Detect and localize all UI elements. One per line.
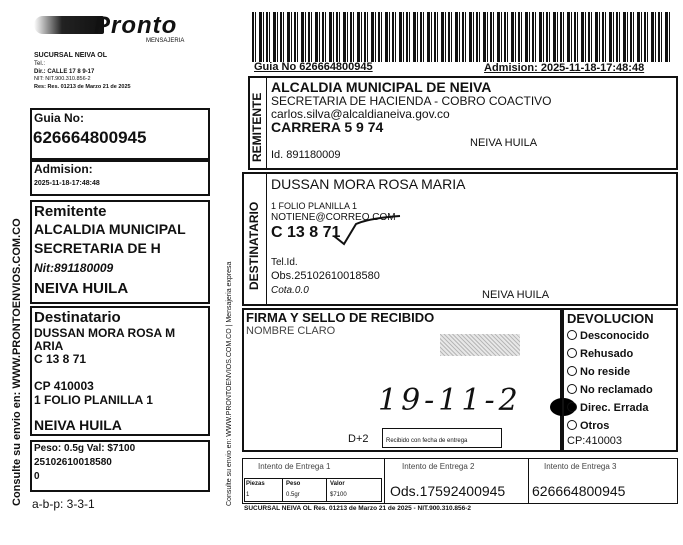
ods-number: Ods.17592400945 — [390, 483, 506, 499]
radio-icon — [567, 366, 577, 376]
right-remitente-line: SECRETARIA DE HACIENDA - COBRO COACTIVO — [271, 94, 552, 108]
right-destinatario-line: 1 FOLIO PLANILLA 1 — [271, 201, 358, 211]
mini-value: 0.5gr — [286, 492, 300, 498]
d2-label: D+2 — [348, 433, 369, 445]
devolucion-option-direc-errada[interactable]: Direc. Errada — [567, 402, 648, 414]
right-destinatario-name: DUSSAN MORA ROSA MARIA — [271, 176, 466, 192]
left-admision-label: Admision: — [34, 162, 93, 176]
pronto-logo — [34, 8, 206, 42]
intento-label-1: Intento de Entrega 1 — [258, 462, 331, 471]
guia-footer-number: 626664800945 — [532, 483, 626, 499]
devolucion-option-otros[interactable]: Otros — [567, 420, 609, 432]
logo-text: Pronto — [94, 12, 178, 39]
mini-header: Valor — [330, 481, 345, 487]
firma-title: FIRMA Y SELLO DE RECIBIDO — [246, 310, 435, 325]
signature-scribble — [440, 334, 520, 356]
left-peso: Peso: 0.5g Val: $7100 — [34, 443, 136, 454]
receipt-strip-text: Recibido con fecha de entrega — [386, 438, 468, 444]
barcode — [252, 12, 672, 62]
left-destinatario-line: DUSSAN MORA ROSA M — [34, 326, 176, 340]
intento-label-2: Intento de Entrega 2 — [402, 462, 475, 471]
devolucion-option-rehusado[interactable]: Rehusado — [567, 348, 633, 360]
devolucion-cp: CP:410003 — [567, 435, 623, 447]
right-remitente-line: ALCALDIA MUNICIPAL DE NEIVA — [271, 79, 492, 95]
right-side-text: Consulte su envio en: WWW.PRONTOENVIOS.COM.CO | Mensajeria expresa — [226, 261, 233, 506]
mini-divider — [282, 478, 283, 502]
right-remitente-id: Id. 891180009 — [271, 149, 341, 161]
mini-header: Peso — [286, 481, 301, 487]
right-tel: Tel.Id. — [271, 257, 298, 268]
mini-divider — [326, 478, 327, 502]
footer-line: SUCURSAL NEIVA OL Res. 01213 de Marzo 21 de 2025 - NIT.900.310.856-2 — [244, 505, 472, 512]
right-obs: Obs.25102610018580 — [271, 270, 380, 282]
right-remitente-email: carlos.silva@alcaldianeiva.gov.co — [271, 107, 450, 121]
left-ref: 25102610018580 — [34, 457, 112, 468]
handwritten-date: 19-11-2 — [378, 383, 522, 418]
right-destinatario-address: C 13 8 71 — [271, 224, 341, 241]
right-remitente-side: REMITENTE — [250, 92, 264, 162]
right-remitente-address: CARRERA 5 9 74 — [271, 119, 384, 135]
left-code: a-b-p: 3-3-1 — [32, 497, 95, 511]
intentos-divider — [384, 458, 385, 504]
radio-icon — [567, 384, 577, 394]
left-destinatario-line: CP 410003 — [34, 379, 94, 393]
left-remitente-nit: Nit:891180009 — [34, 261, 114, 275]
handwritten-check — [330, 214, 410, 248]
branch-line: SUCURSAL NEIVA OL — [34, 52, 107, 59]
left-destinatario-line: C 13 8 71 — [34, 352, 87, 366]
devolucion-option-no-reclamado[interactable]: No reclamado — [567, 384, 653, 396]
logo-subtext: MENSAJERIA — [146, 38, 185, 44]
left-remitente-label: Remitente — [34, 203, 107, 220]
intento-label-3: Intento de Entrega 3 — [544, 462, 617, 471]
left-guia-label: Guia No: — [34, 111, 84, 125]
right-remitente-city: NEIVA HUILA — [470, 137, 538, 149]
left-admision-value: 2025-11-18-17:48:48 — [34, 180, 100, 187]
branch-line: NIT: NIT.900.310.856-2 — [34, 76, 91, 82]
intentos-divider — [528, 458, 529, 504]
left-destinatario-line: 1 FOLIO PLANILLA 1 — [34, 393, 153, 407]
right-destinatario-side: DESTINATARIO — [247, 201, 261, 290]
branch-line: Res: Res. 01213 de Marzo 21 de 2025 — [34, 84, 131, 90]
radio-icon — [567, 348, 577, 358]
left-zero: 0 — [34, 471, 40, 482]
devolucion-title: DEVOLUCION — [567, 311, 654, 326]
left-destinatario-label: Destinatario — [34, 309, 121, 326]
right-admision-header: Admision: 2025-11-18-17:48:48 — [484, 62, 645, 74]
left-destinatario-city: NEIVA HUILA — [34, 417, 122, 433]
remitente-divider — [266, 77, 267, 169]
radio-icon-filled — [567, 402, 577, 412]
right-destinatario-city: NEIVA HUILA — [482, 289, 550, 301]
radio-icon — [567, 330, 577, 340]
left-side-text: Consulte su envio en: WWW.PRONTOENVIOS.COM.CO — [11, 218, 23, 506]
destinatario-divider — [266, 173, 267, 305]
left-remitente-city: NEIVA HUILA — [34, 280, 129, 297]
mini-value: $7100 — [330, 492, 347, 498]
devolucion-option-desconocido[interactable]: Desconocido — [567, 330, 649, 342]
left-remitente-line: SECRETARIA DE H — [34, 240, 161, 256]
radio-icon — [567, 420, 577, 430]
branch-line: Dir.: CALLE 17 8 9-17 — [34, 69, 95, 75]
branch-line: Tel.: — [34, 61, 46, 67]
right-cota: Cota.0.0 — [271, 285, 309, 296]
nombre-label: NOMBRE CLARO — [246, 325, 336, 337]
right-destinatario-email: NOTIENE@CORREO.COM — [271, 212, 396, 223]
mini-value: 1 — [246, 492, 250, 498]
mini-header: Piezas — [246, 481, 265, 487]
left-guia-number: 626664800945 — [33, 128, 147, 147]
left-destinatario-line: ARIA — [34, 339, 64, 353]
left-remitente-line: ALCALDIA MUNICIPAL — [34, 221, 186, 237]
devolucion-option-no-reside[interactable]: No reside — [567, 366, 630, 378]
right-guia-header: Guia No 626664800945 — [254, 61, 373, 73]
